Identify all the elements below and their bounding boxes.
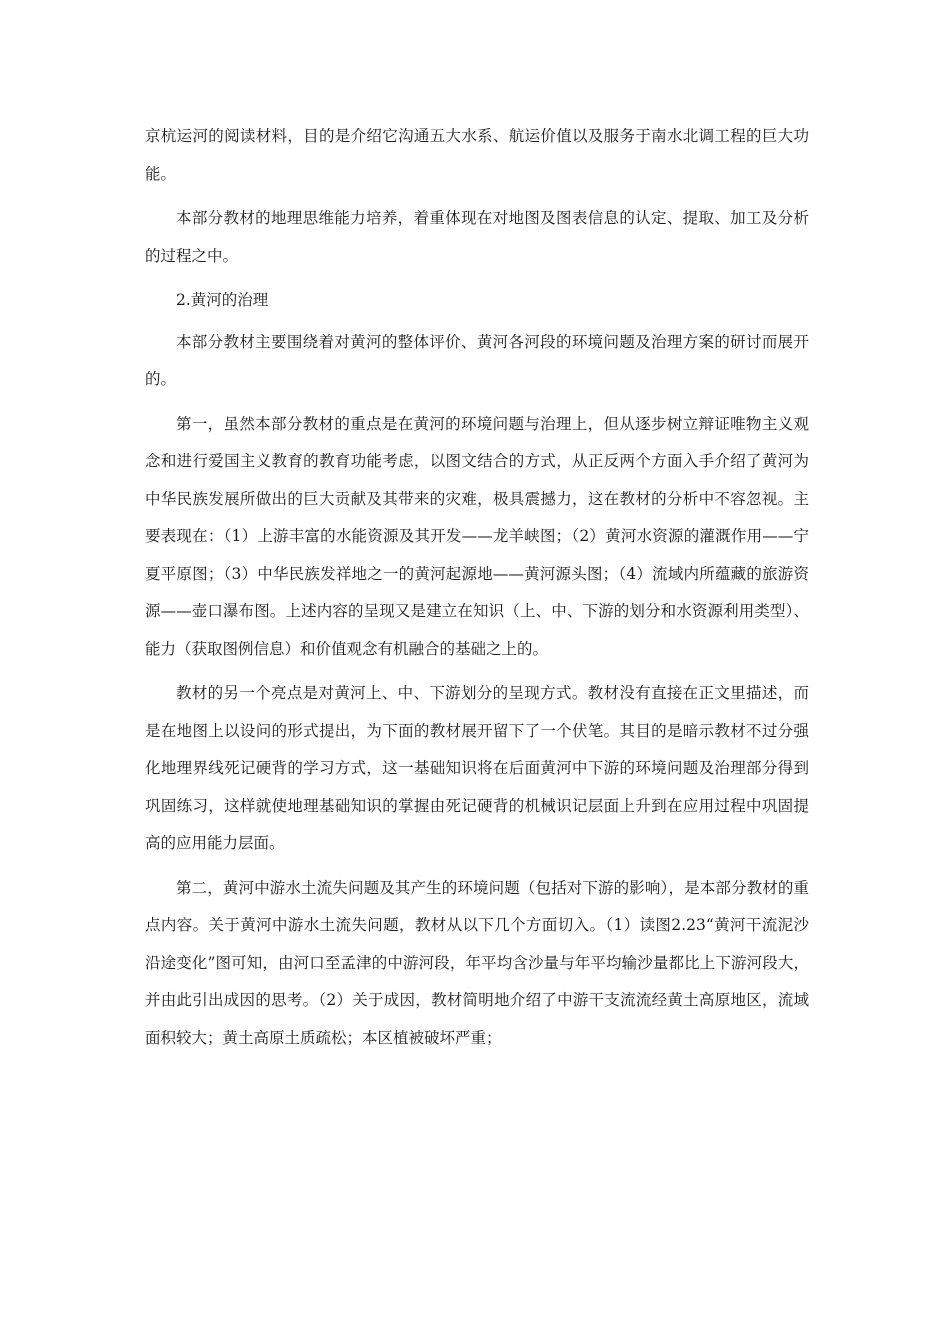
paragraph-highlight: 教材的另一个亮点是对黄河上、中、下游划分的呈现方式。教材没有直接在正文里描述，而是在地图上以设问的形式提出，为下面的教材展开留下了一个伏笔。其目的是暗示教材不过分强化地理界线死记硬背的学习方式，这一基础知识将在后面黄河中下游的环境问题及治理部分得到巩固练习，这样就使地理基础知识的掌握由死记硬背的机械识记层面上升到在应用过程中巩固提高的应用能力层面。 <box>145 684 809 852</box>
paragraph-first-point: 第一，虽然本部分教材的重点是在黄河的环境问题与治理上，但从逐步树立辩证唯物主义观念和进行爱国主义教育的教育功能考虑，以图文结合的方式，从正反两个方面入手介绍了黄河为中华民族发展所做出的巨大贡献及其带来的灾难，极具震撼力，这在教材的分析中不容忽视。主要表现在：（1）上游丰富的水能资源及其开发——龙羊峡图；（2）黄河水资源的灌溉作用——宁夏平原图；（3）中华民族发祥地之一的黄河起源地——黄河源头图；（4）流域内所蕴藏的旅游资源——壶口瀑布图。上述内容的呈现又是建立在知识（上、中、下游的划分和水资源利用类型）、能力（获取图例信息）和价值观念有机融合的基础之上的。 <box>145 414 809 658</box>
paragraph-second-point: 第二，黄河中游水土流失问题及其产生的环境问题（包括对下游的影响），是本部分教材的重点内容。关于黄河中游水土流失问题，教材从以下几个方面切入。（1）读图2.23“黄河干流泥沙沿途变化”图可知，由河口至孟津的中游河段，年平均含沙量与年平均输沙量都比上下游河段大，并由此引出成因的思考。（2）关于成因，教材简明地介绍了中游干支流流经黄土高原地区，流域面积较大；黄土高原土质疏松；本区植被破坏严重； <box>145 878 809 1047</box>
paragraph-thinking-ability: 本部分教材的地理思维能力培养，着重体现在对地图及图表信息的认定、提取、加工及分析的过程之中。 <box>145 209 809 265</box>
section-heading-yellow-river: 2.黄河的治理 <box>176 291 269 309</box>
paragraph-grand-canal: 京杭运河的阅读材料，目的是介绍它沟通五大水系、航运价值以及服务于南水北调工程的巨大功能。 <box>145 127 809 183</box>
document-body <box>145 118 809 1064</box>
paragraph-overview: 本部分教材主要围绕着对黄河的整体评价、黄河各河段的环境问题及治理方案的研讨而展开的。 <box>145 332 809 388</box>
